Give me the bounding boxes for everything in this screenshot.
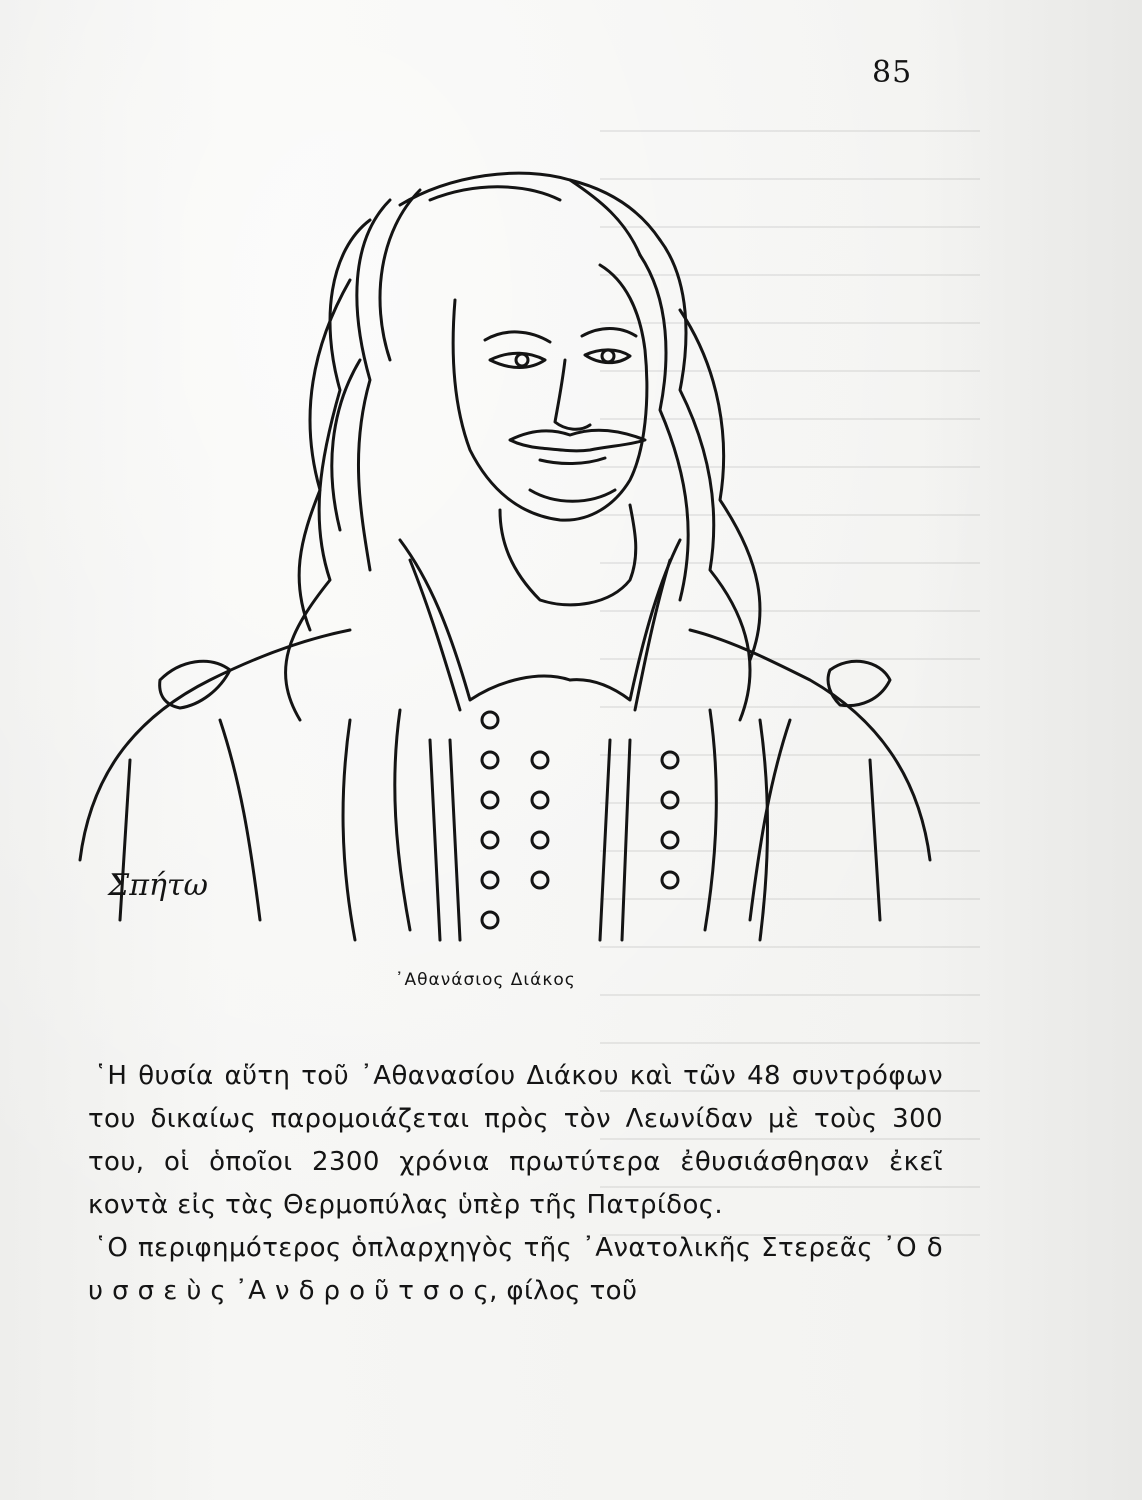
artist-signature: Σπήτω <box>108 868 208 903</box>
body-text <box>88 1055 943 1313</box>
paragraph-1: ῾Η θυσία αὕτη τοῦ ᾿Αθανασίου Διάκου καὶ τῶν 48 συντρόφων του δικαίως παρομοιάζεται πρὸς τὸν Λεωνίδαν μὲ τοὺς 300 του, οἱ ὁποῖοι 2300 χρόνια πρωτύτερα ἐθυσιάσθησαν ἐκεῖ κοντὰ εἰς τὰς Θερμοπύλας ὑπὲρ τῆς Πατρίδος. <box>88 1061 943 1220</box>
paragraph-2: ῾Ο περιφημότερος ὁπλαρχηγὸς τῆς ᾿Ανατολικῆς Στερεᾶς ᾿Ο δ υ σ σ ε ὺ ς ᾿Α ν δ ρ ο ῦ τ σ ο ς, φίλος τοῦ <box>88 1233 943 1306</box>
portrait-illustration <box>70 160 940 950</box>
page-number: 85 <box>872 55 913 90</box>
portrait-caption: ᾿Αθανάσιος Διάκος <box>395 970 576 990</box>
